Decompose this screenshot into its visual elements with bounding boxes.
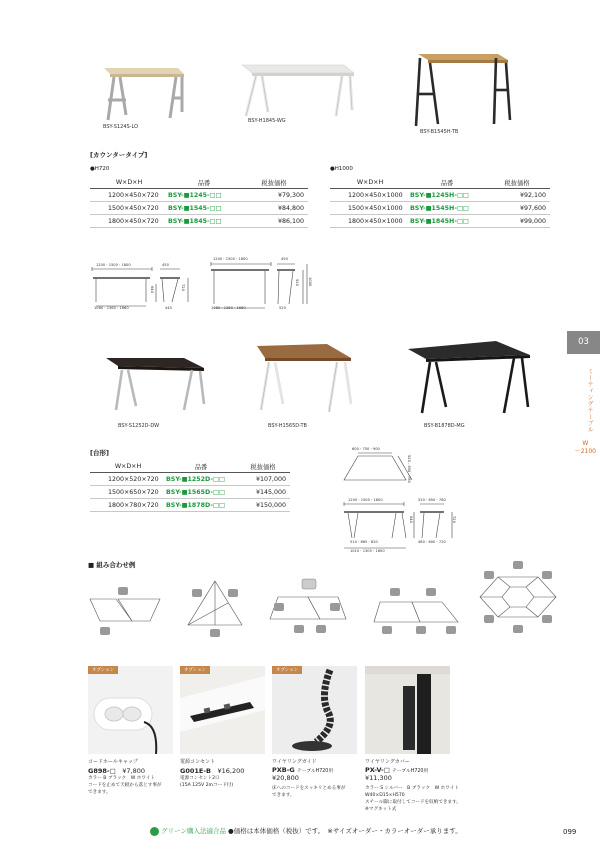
height-label: ●H720 (90, 166, 110, 172)
option-image-outlet (180, 666, 265, 754)
dim-base-depth: 445 (165, 306, 172, 310)
spec-table-h720 (90, 177, 308, 228)
section-tab[interactable]: 03 (567, 331, 600, 354)
dim-width: 1200・1500・1800 (96, 263, 131, 267)
option-code-price: G001E-B ¥16,200 (180, 767, 245, 775)
dim-base-depth: 480・600・720 (418, 540, 446, 544)
model-label: BSY-S1252D-DW (118, 423, 160, 429)
col-header: 税抜価格 (240, 177, 308, 189)
dim-width: 1200・1500・1800 (348, 498, 383, 502)
col-header: 品番 (410, 177, 484, 189)
page-number: 099 (563, 828, 577, 836)
table-image-b1878d (404, 337, 534, 417)
option-code-price: PX-V-□ テーブルH720用 ¥11,300 (365, 766, 429, 782)
table-image-b1545h (412, 50, 512, 130)
col-header: W×D×H (330, 177, 410, 189)
col-header: 品番 (166, 461, 236, 473)
model-label: BSY-H1845-WG (248, 118, 286, 124)
option-image-cap (88, 666, 173, 754)
green-purchase-logo-icon (150, 827, 159, 836)
combination-diagram-4 (268, 575, 348, 640)
dim-height: 920 (295, 279, 299, 286)
spec-table-trapezoid (90, 461, 290, 512)
table-image-s124s (92, 60, 187, 125)
dim-overall: 1010・1305・1600 (350, 549, 385, 553)
width-range: W 〜2100 (574, 440, 596, 455)
section-title-vertical: ミーティングテーブル (586, 368, 593, 433)
option-description: 電源コンセント2口 (15A 125V 2mコード付) (180, 776, 234, 788)
option-code-price: PXB-G テーブルH720用 ¥20,800 (272, 766, 334, 782)
dim-height: 720 (181, 284, 185, 291)
dim-height: 640 (409, 516, 413, 523)
table-row: 1500×650×720 BSY-■1565D-□□ ¥145,000 (90, 486, 290, 499)
dim-height: 640 (150, 286, 154, 293)
table-row: 1500×450×1000 BSY-■1545H-□□ ¥97,600 (330, 202, 550, 215)
wiring-guide-icon (272, 666, 357, 754)
dim-base: 1060・1360・1660 (211, 306, 246, 310)
option-image-cover (365, 666, 450, 754)
section-title: [台形] (90, 449, 109, 457)
option-name: ワイヤリングガイド (272, 759, 317, 765)
power-outlet-icon (180, 676, 265, 754)
section-title: ■ 組み合わせ例 (88, 561, 136, 569)
col-header: 税抜価格 (484, 177, 550, 189)
dim-top-edge: 600・750・900 (352, 447, 380, 451)
table-image-s1252d (100, 352, 210, 414)
option-name: ワイヤリングカバー (365, 759, 410, 765)
col-header: 品番 (168, 177, 240, 189)
option-name: 電源コンセント (180, 759, 216, 765)
dim-base: 510・665・820 (350, 540, 378, 544)
option-tag: オプション (180, 666, 210, 674)
table-row: 1200×450×720 BSY-■1245-□□ ¥79,300 (90, 189, 308, 202)
height-label: ●H1000 (330, 166, 353, 172)
option-tag: オプション (272, 666, 302, 674)
option-description: カラー S シルバー B ブラック W ホワイト W40×D15×H570 スチール脚に取付してコードを収納できます。 ※マグネット式 (365, 786, 461, 812)
table-row: 1800×450×1000 BSY-■1845H-□□ ¥99,000 (330, 215, 550, 228)
table-row: 1500×450×720 BSY-■1545-□□ ¥84,800 (90, 202, 308, 215)
section-title: [カウンタータイプ] (90, 151, 148, 159)
combination-diagram-5 (372, 578, 462, 640)
wiring-cover-icon (365, 666, 450, 754)
table-image-h1845 (232, 58, 362, 120)
option-code-price: G898-□ ¥7,800 (88, 767, 145, 775)
col-header: W×D×H (90, 177, 168, 189)
spec-table-h1000 (330, 177, 550, 228)
model-label: BSY-S124S-LO (103, 124, 139, 130)
model-label: BSY-B1545H-TB (420, 129, 459, 135)
table-row: 1800×780×720 BSY-■1878D-□□ ¥150,000 (90, 499, 290, 512)
table-image-h1565d (247, 340, 357, 415)
model-label: BSY-H1565D-TB (268, 423, 307, 429)
dim-height: 720 (452, 516, 456, 523)
option-image-guide (272, 666, 357, 754)
footer-note: グリーン購入法適合品 ●価格は本体価格（税抜）です。 ※サイズオーダー・カラーオーダー承ります。 (150, 826, 462, 836)
cord-cap-icon (88, 676, 173, 754)
col-header: W×D×H (90, 461, 166, 473)
dim-depth: 450 (281, 257, 288, 261)
dim-depth: 450 (162, 263, 169, 267)
dim-base: 1060・1360・1660 (94, 306, 129, 310)
col-header: 税抜価格 (236, 461, 290, 473)
dim-width: 1200・1500・1800 (213, 257, 248, 261)
option-description: カラー B ブラック W ホワイト コードを止めて天板から落とす事が できます。 (88, 776, 162, 795)
dim-height: 1000 (308, 277, 312, 287)
combination-diagram-3 (180, 575, 250, 640)
option-description: 床へのコードをスッキリとめる事が できます。 (272, 786, 346, 798)
combination-diagram-2 (88, 585, 168, 640)
model-label: BSY-B1878D-MG (424, 423, 465, 429)
dim-depth: 520・650・780 (418, 498, 446, 502)
table-row: 1200×520×720 BSY-■1252D-□□ ¥107,000 (90, 473, 290, 486)
table-row: 1200×450×1000 BSY-■1245H-□□ ¥92,100 (330, 189, 550, 202)
combination-diagram-6 (476, 555, 561, 640)
dim-side-edge: 520・650・780 (407, 455, 411, 483)
option-name: コードホールキャップ (88, 759, 138, 765)
table-row: 1800×450×720 BSY-■1845-□□ ¥86,100 (90, 215, 308, 228)
option-tag: オプション (88, 666, 118, 674)
dim-base-depth: 520 (279, 306, 286, 310)
